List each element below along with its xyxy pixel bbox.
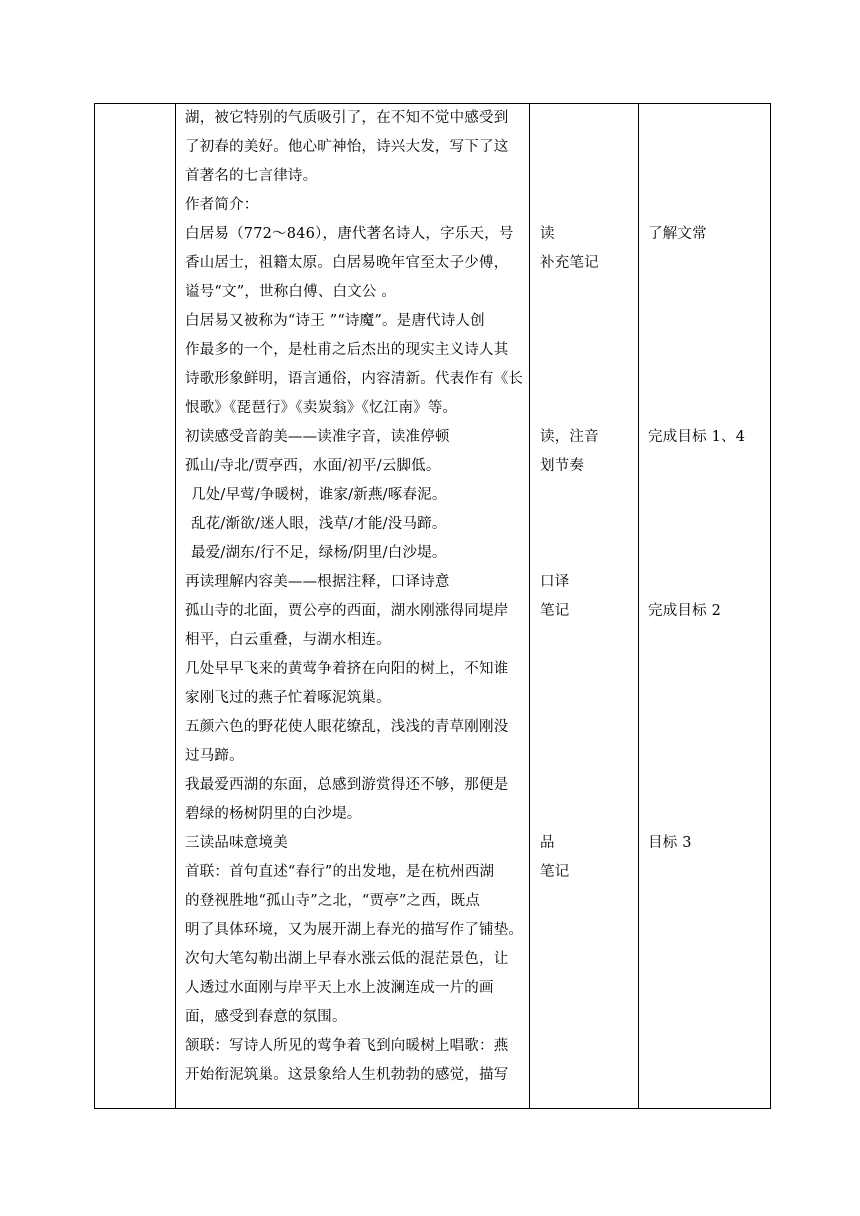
translation-line: 家刚飞过的燕子忙着啄泥筑巢。 [185, 690, 391, 706]
activity-text: 补充笔记 [540, 255, 599, 271]
author-bio-line: 白居易（772～846），唐代著名诗人，字乐天，号 [185, 226, 514, 242]
poem-line: 乱花/渐欲/迷人眼，浅草/才能/没马蹄。 [191, 516, 447, 532]
translation-line: 几处早早飞来的黄莺争着挤在向阳的树上，不知谁 [185, 661, 509, 677]
author-bio-line: 诗歌形象鲜明，语言通俗，内容清新。代表作有《长 [185, 371, 524, 387]
translation-line: 孤山寺的北面，贾公亭的西面，湖水刚涨得同堤岸 [185, 603, 509, 619]
goal-text: 了解文常 [648, 226, 707, 242]
intro-line: 首著名的七言律诗。 [185, 168, 318, 184]
activity-column [530, 104, 639, 1109]
intro-line: 了初春的美好。他心旷神怡，诗兴大发，写下了这 [185, 139, 509, 155]
poem-line: 孤山/寺北/贾亭西，水面/初平/云脚低。 [185, 458, 441, 474]
translation-line: 相平，白云重叠，与湖水相连。 [185, 632, 391, 648]
analysis-line: 的登视胜地“孤山寺”之北，“贾亭”之西，既点 [185, 893, 481, 909]
analysis-line: 明了具体环境，又为展开湖上春光的描写作了铺垫。 [185, 922, 524, 938]
poem-line: 几处/早莺/争暖树，谁家/新燕/啄春泥。 [191, 487, 447, 503]
activity-text: 笔记 [540, 864, 570, 880]
third-reading-heading: 三读品味意境美 [185, 835, 288, 851]
author-bio-line: 恨歌》《琵琶行》《卖炭翁》《忆江南》等。 [185, 400, 458, 416]
intro-line: 湖，被它特别的气质吸引了，在不知不觉中感受到 [185, 110, 509, 126]
content-column [176, 104, 530, 1109]
activity-text: 口译 [540, 574, 570, 590]
activity-text: 读 [540, 226, 555, 242]
author-bio-line: 谥号“文”，世称白傅、白文公 。 [185, 284, 397, 300]
analysis-line: 人透过水面刚与岸平天上水上波澜连成一片的画 [185, 980, 494, 996]
analysis-line: 面，感受到春意的氛围。 [185, 1009, 347, 1025]
author-bio-line: 香山居士，祖籍太原。白居易晚年官至太子少傅， [185, 255, 509, 271]
goal-text: 完成目标 2 [648, 603, 722, 619]
analysis-line: 首联：首句直述“春行”的出发地，是在杭州西湖 [185, 864, 495, 880]
activity-text: 笔记 [540, 603, 570, 619]
translation-line: 碧绿的杨树阴里的白沙堤。 [185, 806, 362, 822]
activity-text: 读，注音 [540, 429, 599, 445]
lesson-plan-table [94, 103, 771, 1109]
translation-line: 五颜六色的野花使人眼花缭乱，浅浅的青草刚刚没 [185, 719, 509, 735]
activity-text: 划节奏 [540, 458, 585, 474]
goal-text: 目标 3 [648, 835, 692, 851]
translation-line: 过马蹄。 [185, 748, 244, 764]
author-bio-line: 作最多的一个，是杜甫之后杰出的现实主义诗人其 [185, 342, 509, 358]
author-bio-line: 白居易又被称为“诗王 ”“诗魔”。是唐代诗人创 [185, 313, 485, 329]
goal-column [639, 104, 771, 1109]
translation-line: 我最爱西湖的东面，总感到游赏得还不够，那便是 [185, 777, 509, 793]
first-reading-heading: 初读感受音韵美——读准字音，读准停顿 [185, 429, 450, 445]
left-empty-column [95, 104, 176, 1109]
analysis-line: 颔联：写诗人所见的莺争着飞到向暖树上唱歌：燕 [185, 1038, 509, 1054]
activity-text: 品 [540, 835, 555, 851]
goal-text: 完成目标 1、4 [648, 429, 746, 445]
second-reading-heading: 再读理解内容美——根据注释，口译诗意 [185, 574, 450, 590]
analysis-line: 开始衔泥筑巢。这景象给人生机勃勃的感觉，描写 [185, 1067, 509, 1083]
analysis-line: 次句大笔勾勒出湖上早春水涨云低的混茫景色，让 [185, 951, 509, 967]
author-intro-heading: 作者简介： [185, 197, 259, 213]
poem-line: 最爱/湖东/行不足，绿杨/阴里/白沙堤。 [191, 545, 447, 561]
table-row [95, 104, 771, 1109]
